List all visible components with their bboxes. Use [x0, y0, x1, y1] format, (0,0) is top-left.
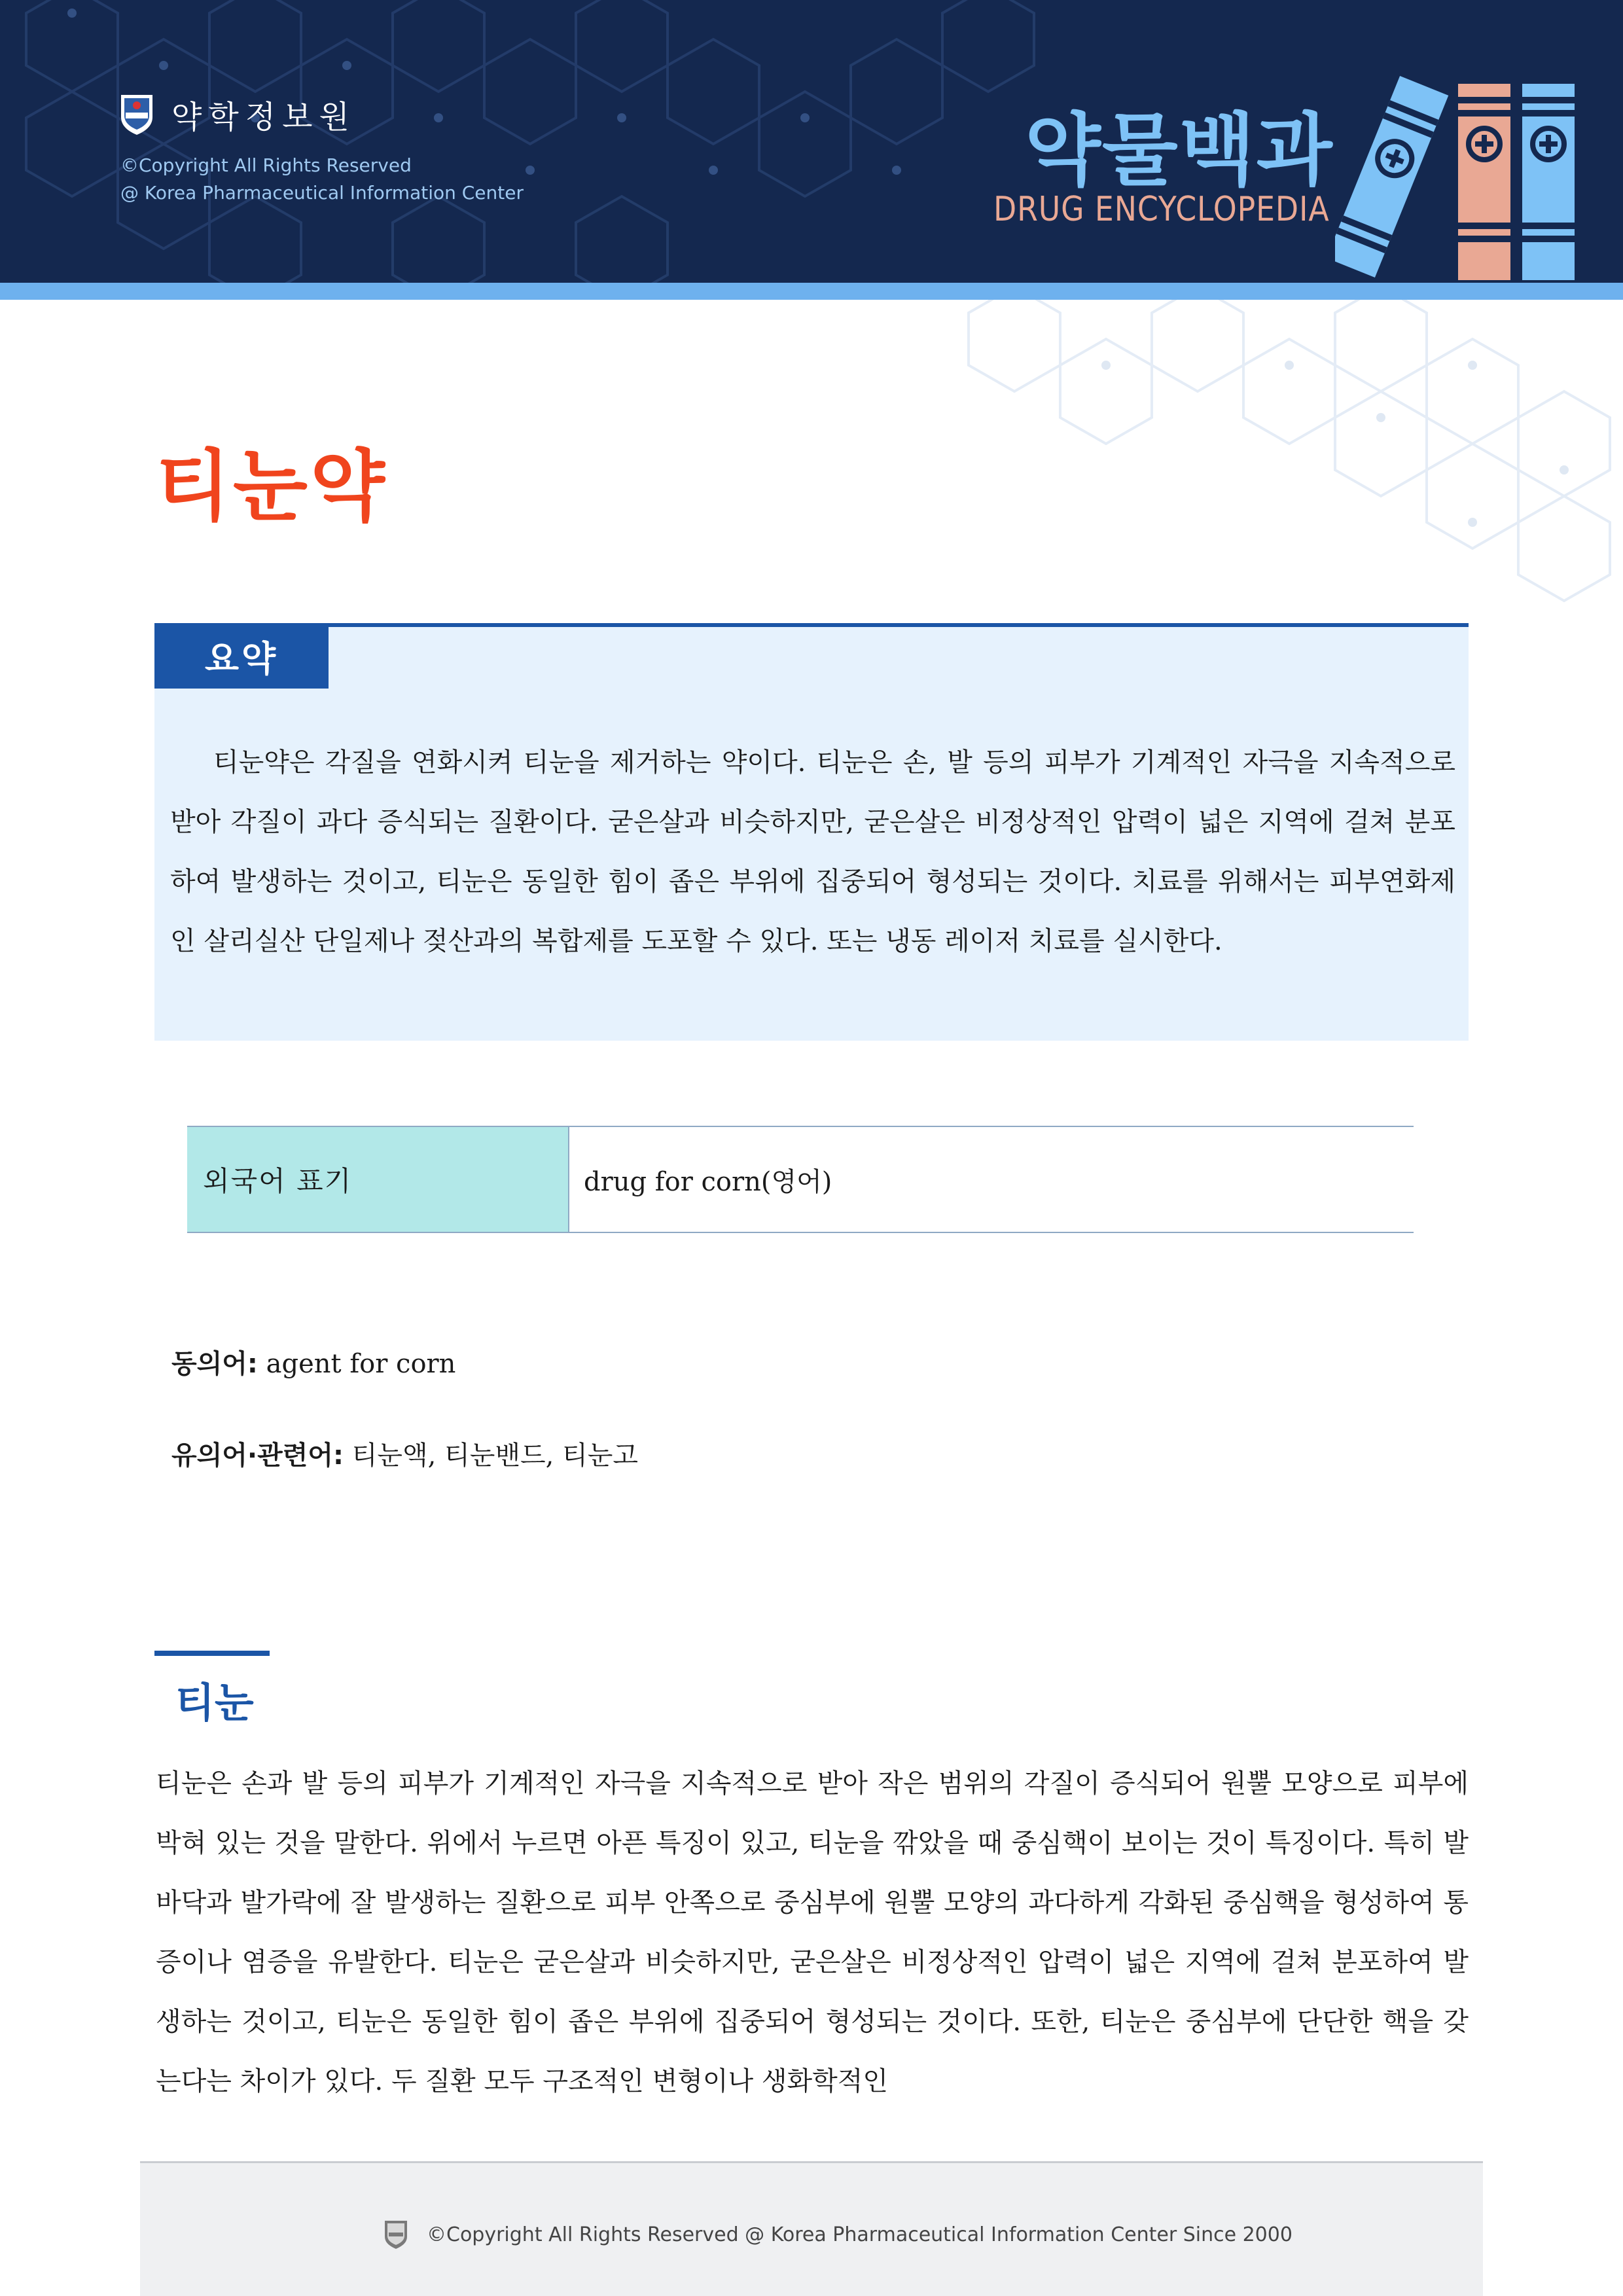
- background-hexagon-pattern: [916, 300, 1623, 614]
- foreign-notation-value: drug for corn(영어): [584, 1166, 832, 1197]
- section-title: 티눈: [175, 1679, 254, 1727]
- page-footer: [140, 2161, 1483, 2296]
- synonym-label: 동의어:: [171, 1349, 258, 1379]
- header-copyright-line2: @ Korea Pharmaceutical Information Center: [120, 182, 524, 204]
- header-copyright-line1: ©Copyright All Rights Reserved: [120, 154, 412, 176]
- synonym-line: [171, 1343, 455, 1380]
- org-name: 약학정보원: [171, 99, 356, 135]
- footer-copyright: ©Copyright All Rights Reserved @ Korea Pharmaceutical Information Center Since 2000: [427, 2223, 1293, 2246]
- kpic-shield-icon: [119, 93, 154, 136]
- related-terms-label: 유의어·관련어:: [171, 1441, 344, 1471]
- page-header: [0, 0, 1623, 283]
- related-terms-line: [171, 1435, 638, 1472]
- related-terms-value: 티눈액, 티눈밴드, 티눈고: [351, 1441, 639, 1471]
- summary-text: 티눈약은 각질을 연화시켜 티눈을 제거하는 약이다. 티눈은 손, 발 등의 피부가 기계적인 자극을 지속적으로 받아 각질이 과다 증식되는 질환이다. 굳은살과 비슷하지만, 굳은살은 비정상적인 압력이 넓은 지역에 걸쳐 분포하여 발생하는 것이고, 티눈은 동일한 힘이 좁은 부위에 집중되어 형성되는 것이다. 치료를 위해서는 피부연화제인 살리실산 단일제나 젖산과의 복합제를 도포할 수 있다. 또는 냉동 레이저 치료를 실시한다.: [170, 747, 1455, 956]
- foreign-notation-label: 외국어 표기: [187, 1127, 569, 1232]
- foreign-notation-table: [187, 1126, 1414, 1233]
- medicine-books-icon: [1335, 65, 1584, 283]
- section-body-text: 티눈은 손과 발 등의 피부가 기계적인 자극을 지속적으로 받아 작은 범위의 각질이 증식되어 원뿔 모양으로 피부에 박혀 있는 것을 말한다. 위에서 누르면 아픈 특징이 있고, 티눈을 깎았을 때 중심핵이 보이는 것이 특징이다. 특히 발바닥과 발가락에 잘 발생하는 질환으로 피부 안쪽으로 중심부에 원뿔 모양의 과다하게 각화된 중심핵을 형성하여 통증이나 염증을 유발한다. 티눈은 굳은살과 비슷하지만, 굳은살은 비정상적인 압력이 넓은 지역에 걸쳐 분포하여 발생하는 것이고, 티눈은 동일한 힘이 좁은 부위에 집중되어 형성되는 것이다. 또한, 티눈은 중심부에 단단한 핵을 갖는다는 차이가 있다. 두 질환 모두 구조적인 변형이나 생화학적인: [156, 1768, 1469, 2096]
- document-title: 티눈약: [156, 441, 387, 531]
- summary-tab-label: 요약: [154, 623, 329, 689]
- brand-title-korean: 약물백과: [1025, 105, 1334, 196]
- footer-shield-icon: [383, 2219, 408, 2250]
- synonym-value: agent for corn: [266, 1349, 456, 1379]
- brand-title-english: DRUG ENCYCLOPEDIA: [993, 190, 1330, 229]
- summary-box: [154, 623, 1469, 1041]
- section-heading-bar: [154, 1651, 270, 1656]
- header-accent-stripe: [0, 283, 1623, 300]
- org-logo[interactable]: [119, 92, 356, 137]
